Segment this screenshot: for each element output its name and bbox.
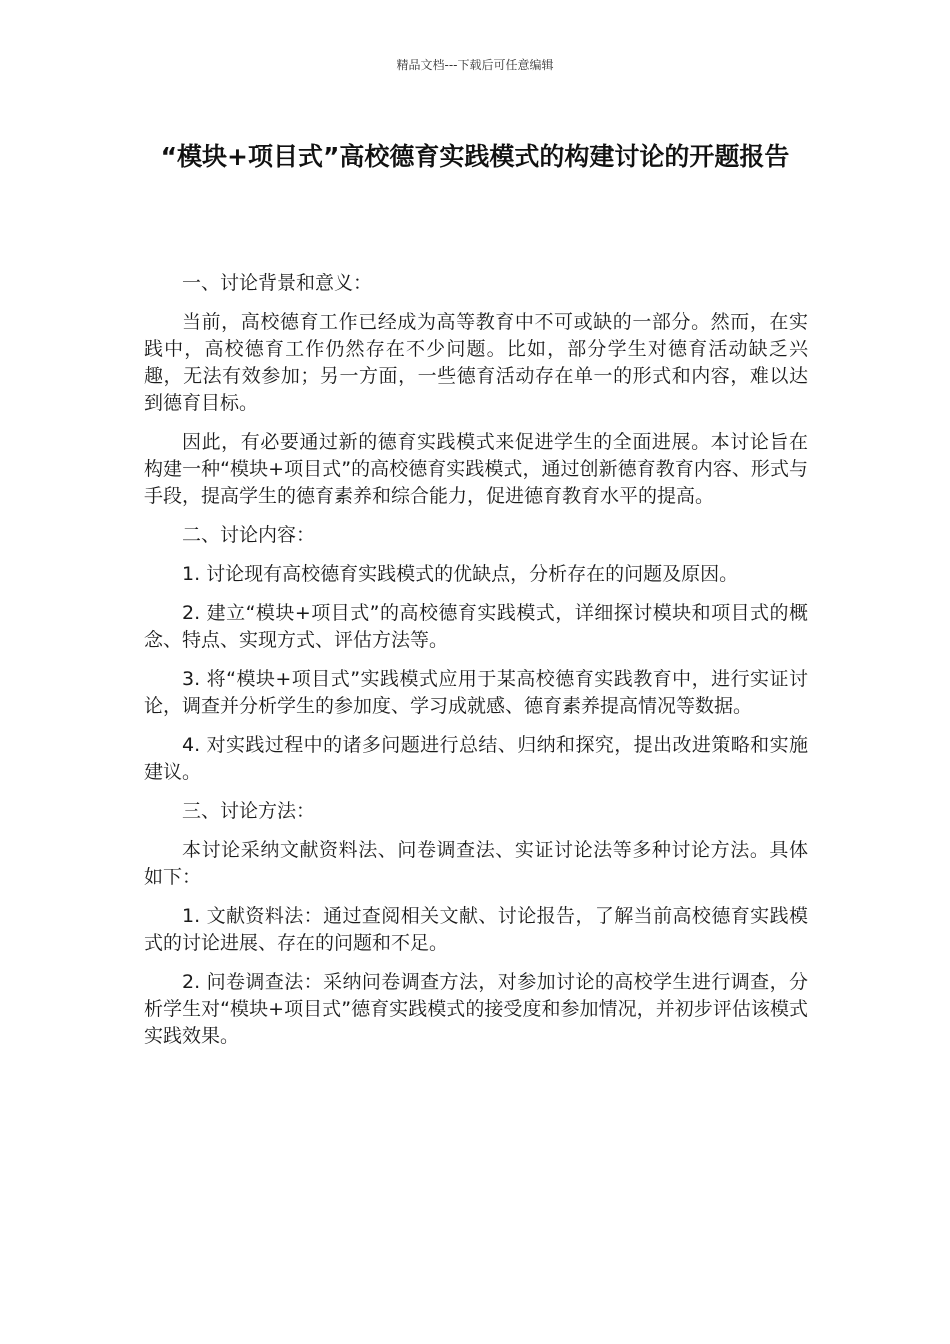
paragraph-background-1: 当前，高校德育工作已经成为高等教育中不可或缺的一部分。然而，在实践中，高校德育工作仍然存在不少问题。比如，部分学生对德育活动缺乏兴趣，无法有效参加；另一方面，一些德育活动存在单一的形式和内容，难以达到德育目标。 <box>144 311 808 414</box>
list-item-content-3: 3. 将“模块+项目式”实践模式应用于某高校德育实践教育中，进行实证讨论，调查并分析学生的参加度、学习成就感、德育素养提高情况等数据。 <box>144 668 808 717</box>
paragraph-background-2: 因此，有必要通过新的德育实践模式来促进学生的全面进展。本讨论旨在构建一种“模块+项目式”的高校德育实践模式，通过创新德育教育内容、形式与手段，提高学生的德育素养和综合能力，促进德育教育水平的提高。 <box>144 431 808 507</box>
paragraph-methods-intro: 本讨论采纳文献资料法、问卷调查法、实证讨论法等多种讨论方法。具体如下： <box>144 839 808 888</box>
list-item-content-1: 1. 讨论现有高校德育实践模式的优缺点，分析存在的问题及原因。 <box>182 563 739 585</box>
section-heading-background: 一、讨论背景和意义： <box>182 272 373 294</box>
document-body <box>144 270 808 1062</box>
section-heading-methods: 三、讨论方法： <box>182 800 316 822</box>
document-title: “模块+项目式”高校德育实践模式的构建讨论的开题报告 <box>160 142 790 171</box>
list-item-method-1: 1. 文献资料法：通过查阅相关文献、讨论报告，了解当前高校德育实践模式的讨论进展、存在的问题和不足。 <box>144 905 808 954</box>
list-item-content-2: 2. 建立“模块+项目式”的高校德育实践模式，详细探讨模块和项目式的概念、特点、实现方式、评估方法等。 <box>144 602 808 651</box>
list-item-method-2: 2. 问卷调查法：采纳问卷调查方法，对参加讨论的高校学生进行调查，分析学生对“模块+项目式”德育实践模式的接受度和参加情况，并初步评估该模式实践效果。 <box>144 971 808 1047</box>
section-heading-content: 二、讨论内容： <box>182 524 316 546</box>
page-header: 精品文档---下载后可任意编辑 <box>396 58 554 72</box>
list-item-content-4: 4. 对实践过程中的诸多问题进行总结、归纳和探究，提出改进策略和实施建议。 <box>144 734 808 783</box>
